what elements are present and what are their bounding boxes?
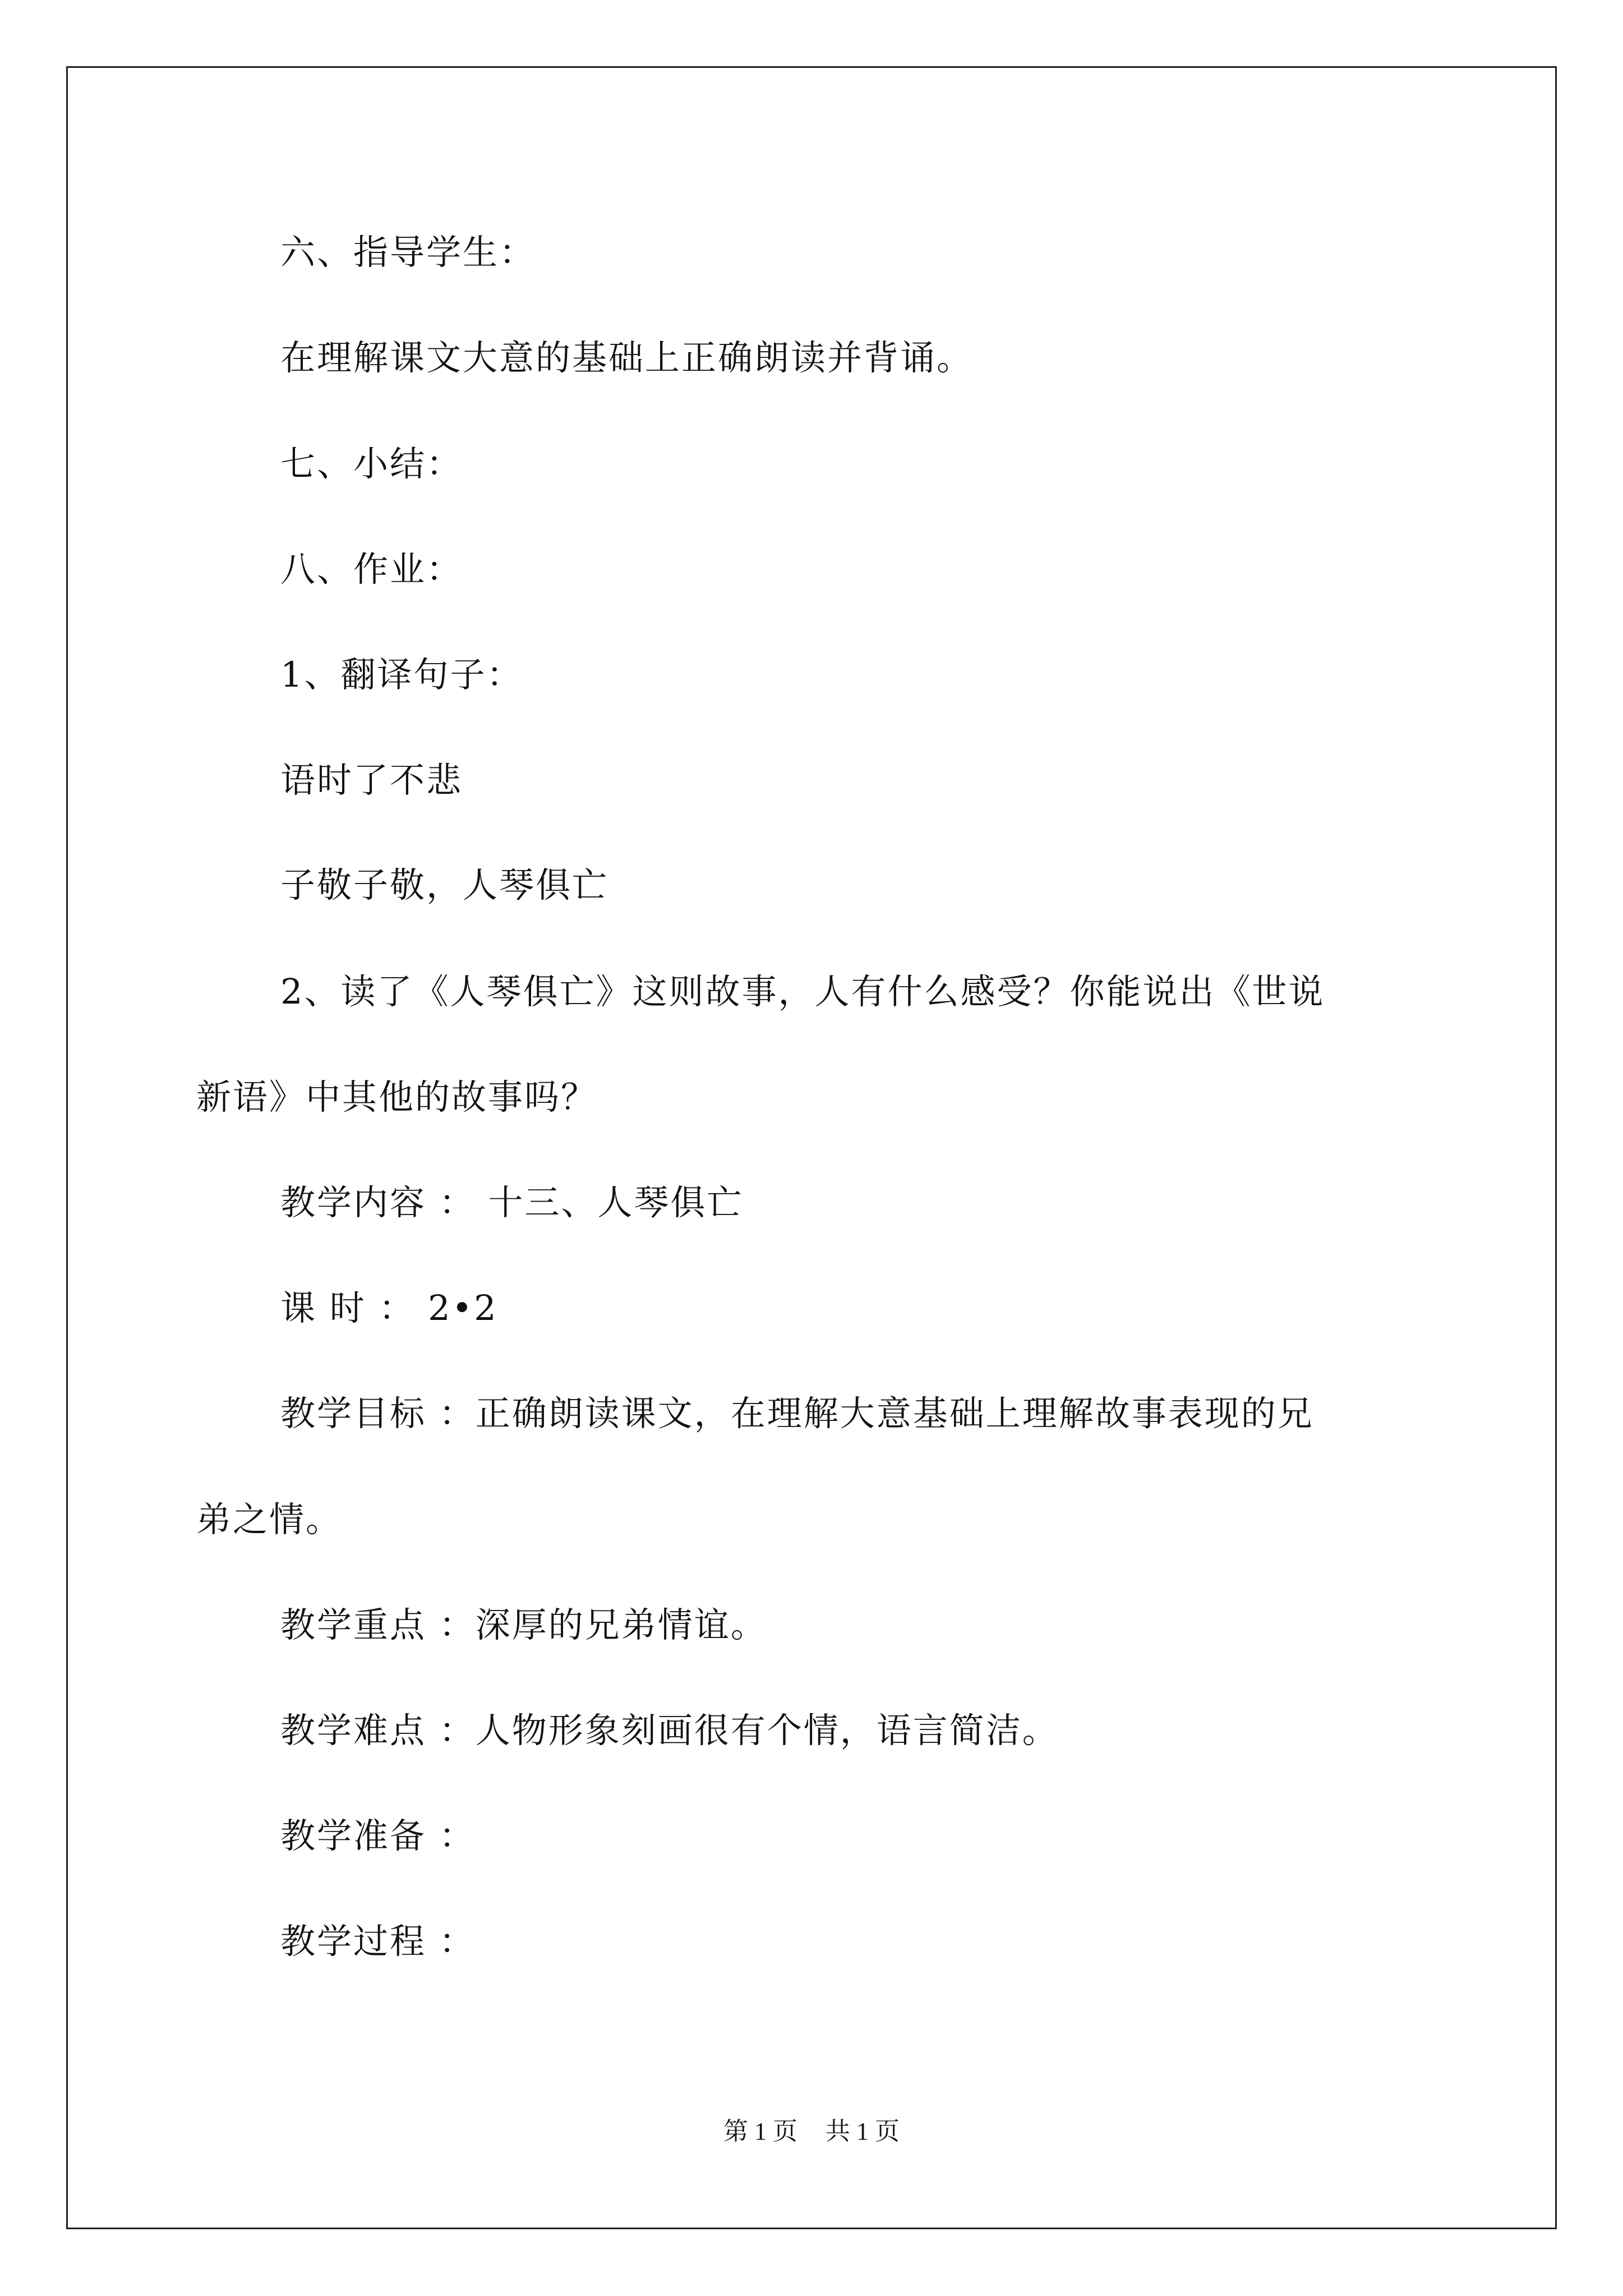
paragraph-recite: 在理解课文大意的基础上正确朗读并背诵。 (280, 337, 974, 378)
lesson-objective: 教学目标 ：正确朗读课文，在理解大意基础上理解故事表现的兄 (280, 1393, 1314, 1434)
section-heading-guide-students: 六、指导学生： (280, 232, 536, 273)
page-number-current: 第 1 页 (723, 2118, 797, 2145)
lesson-content: 教学内容 ： 十三、人琴俱亡 (280, 1182, 744, 1223)
homework-item-translate: 1、翻译句子： (280, 654, 523, 695)
sentence-line: 语时了不悲 (280, 760, 463, 800)
lesson-objective-cont: 弟之情。 (196, 1499, 343, 1540)
lesson-difficulty: 教学难点 ：人物形象刻画很有个情，语言简洁。 (280, 1710, 1059, 1751)
page-number-total: 共 1 页 (826, 2118, 900, 2145)
homework-item-reflect-cont: 新语》中其他的故事吗？ (196, 1076, 598, 1117)
section-heading-summary: 七、小结： (280, 443, 463, 484)
lesson-key-point: 教学重点 ：深厚的兄弟情谊。 (280, 1604, 767, 1645)
page-border (66, 66, 1557, 2229)
lesson-preparation: 教学准备 ： (280, 1815, 476, 1856)
homework-item-reflect: 2、读了《人琴俱亡》这则故事，人有什么感受？你能说出《世说 (280, 971, 1325, 1012)
section-heading-homework: 八、作业： (280, 549, 463, 590)
lesson-process: 教学过程 ： (280, 1921, 476, 1962)
sentence-line: 子敬子敬，人琴俱亡 (280, 864, 609, 905)
page-footer (0, 2115, 1623, 2148)
lesson-period: 课 时 ： 2•2 (280, 1287, 498, 1328)
